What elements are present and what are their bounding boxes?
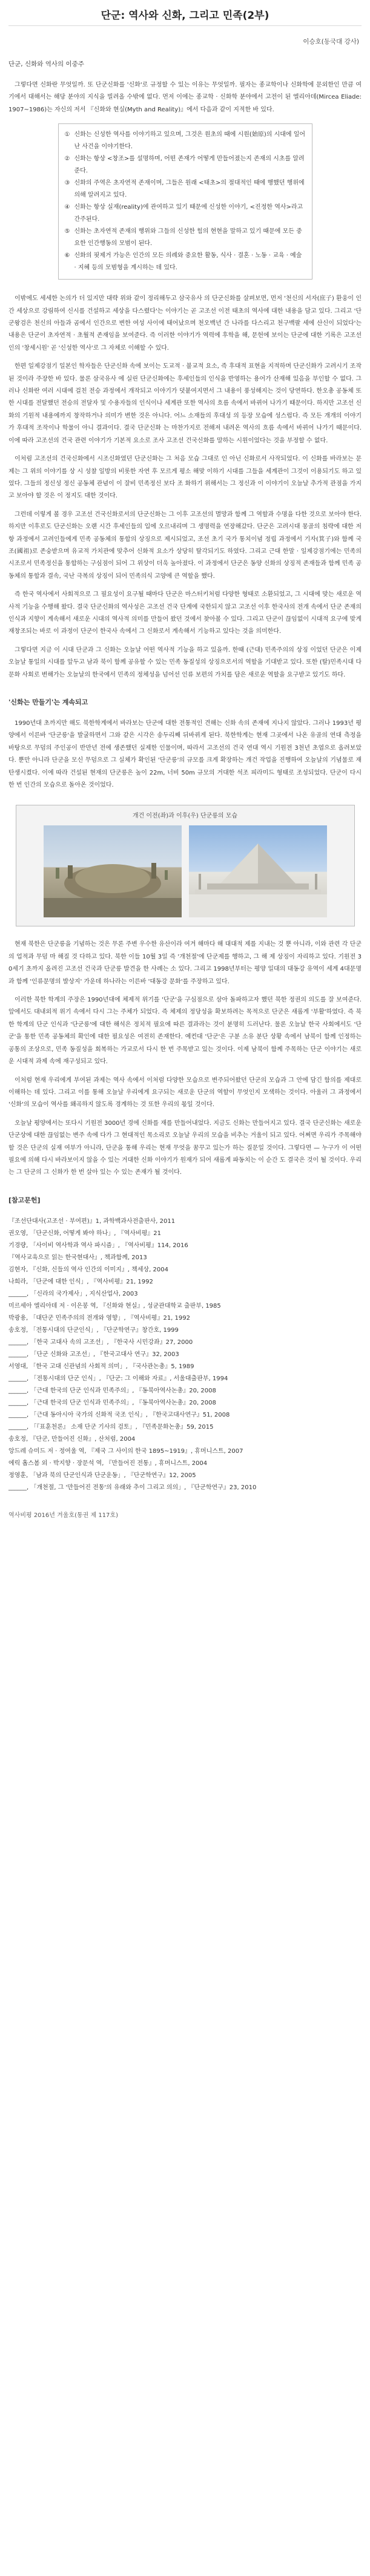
reference-item: 정영훈, 「남과 북의 단군인식과 단군운동」, 『단군학연구』12, 2005 [8, 1472, 196, 1479]
figure [16, 805, 355, 926]
definition-number: ④ [64, 204, 70, 211]
definition-number: ⑥ [64, 252, 70, 260]
article-title: 단군: 역사와 신화, 그리고 민족(2부) [101, 10, 269, 22]
definition-text: 신화는 초자연적 존재의 행위와 그들의 신성한 힘의 현현을 말하고 있기 때문에 모든 중요한 인간행동의 모범이 된다. [74, 228, 302, 247]
reference-item: 에릭 홉스봄 외 · 박지향 · 장문석 역, 『만들어진 전통』, 휴머니스트, 2004 [8, 1460, 208, 1467]
reference-item: ______, 「근대 한국의 단군 인식과 민족주의」, 『동북아역사논총』20, 2008 [8, 1399, 216, 1406]
tomb-before-photo [44, 825, 182, 917]
references-list [8, 1216, 362, 1494]
definition-number: ② [64, 156, 70, 163]
definition-number: ① [64, 131, 70, 139]
reference-item: 박광용, 「대단군 민족주의의 전개와 영향」, 『역사비평』21, 1992 [8, 1314, 190, 1322]
body-paragraph: 즉 한국 역사에서 사회적으로 그 필요성이 요구될 때마다 단군은 마스터키처럼 다양한 형태로 소환되었고, 그 시대에 맞는 새로운 역사적 기능을 수행해 왔다. 결국 단군신화의 역사성은 고조선 건국 단계에 국한되지 않고 고조선 이후 한국사의 전개 속에서 단군 존재의 인식과 지향이 계속해서 새로운 시대의 역사적 의미를 만들어 왔던 것에서 찾아볼 수 있다. 그리고 단군이 끊임없이 시대적 요구에 맞게 재창조되는 바로 이 과정이 단군이 한국사 속에서 그 신화로서 계속해서 기능하고 있다는 것을 의미한다. [8, 591, 362, 635]
figure-images [16, 825, 354, 917]
main-paragraphs [8, 293, 362, 681]
body-paragraph: 현재 북한은 단군릉을 기념하는 것은 무론 주변 우수한 유산이라 여겨 해마다 해 대대적 제를 지내는 것 뿐 아니라, 이와 관련 각 단군의 업적과 무덤 마 해질 것 다하고 있다. 북한 이들 10월 3일 즉 '개천절'에 단군제를 행하고, 그 해 제 상징이 자리하고 있다. 기원전 30세기 초까지 올려진 고조선 건국과 단군릉 발견을 한 사례는 소 있다. 그리고 1998년부터는 평양 일대의 대동강 유역이 세계 4대문명과 함께 '인류문명의 발상지' 가운데 하나라는 이른바 '대동강 문화'를 주장하고 있다. [8, 941, 362, 985]
references-heading: [참고문헌] [8, 1196, 41, 1204]
reference-item: 김현자, 『신화, 신들의 역사 인간의 이미지』, 책세상, 2004 [8, 1266, 168, 1273]
body-paragraph: 오늘날 평양에서는 또다시 기원전 3000년 경에 신화를 재를 만들어내었다. 지금도 신화는 만들어지고 있다. 결국 단군신화는 새로운 단군상에 대한 끊임없는 변주 속에 다가 그 현대적인 목소리로 오늘날 우리의 모습을 비추는 거울이 되고 있다. 어쩌면 우리가 주목해야 할 것은 단군의 실재 여부가 아니라, 단군을 통해 우리는 현재 무엇을 꿈꾸고 있는가 하는 질문일 것이다. 그렇다면 — 누구가 이 어떤 필요에 의해 다시 바라보이지 않을 수 있는 거대한 신화 이야기가 원재가 되어 새롭게 파동치는 이 순간 도 결국은 것이 될 것이다. 우리는 그 단군의 그 신화가 한 번 살아 있는 수 있는 존재가 될 것이다. [8, 1119, 362, 1176]
definition-text: 신화는 항상 실재(reality)에 관여하고 있기 때문에 신성한 이야기, <진정한 역사>라고 간주된다. [74, 204, 303, 223]
tomb-after-photo [189, 825, 327, 917]
definition-item [65, 226, 306, 250]
reference-item: 미르세아 엘리아데 저 · 이은봉 역, 『신화와 현실』, 성균관대학교 출판부, 1985 [8, 1302, 221, 1309]
article-author: 이승호(동국대 강사) [303, 38, 359, 45]
body-paragraph: 이러한 북한 학계의 주장은 1990년대에 체제적 위기를 '단군'을 구심점으로 삼아 돌파하고자 했던 북한 정권의 의도를 잘 보여준다. 앞에서도 대내외적 위기 속에서 다시 그는 주체가 되었다. 즉 체제의 정당성을 확보하려는 목적으로 단군은 새롭게 '부활'하였다. 즉 북한 학계의 단군 인식과 '단군릉'에 대한 해석은 정치적 필요에 따른 결과라는 것이 분명히 드러난다. 물론 오늘날 한국 사회에서도 '단군'을 통한 민족 공동체의 확인에 대한 필요성은 여전히 존재한다. 예컨대 '단군'은 구분 소유 분단 상황 속에서 남북이 함께 인정하는 공통의 조상으로, 민족 동질성을 회복하는 가교로서 다시 한 번 주목받고 있는 것이다. 이제 남북이 함께 주목하는 단군 이야기는 새로운 시대적 과제 속에 재구성되고 있다. [8, 997, 362, 1066]
body-paragraph: 1990년대 초까지만 해도 북한학계에서 바라보는 단군에 대한 전통적인 견해는 신화 속의 존재에 지나지 않았다. 그러나 1993년 평양에서 이른바 '단군릉'을 발굴하면서 그와 같은 시각은 송두리째 뒤바뀌게 된다. 북한학계는 현재 그곳에서 나온 유골의 연대 측정을 바탕으로 무덤의 주인공이 반만년 전에 생존했던 실제한 인물이며, 따라서 고조선의 건국 연대 역시 기원전 3천년 초엽으로 올려보았다. 뿐만 아니라 단군을 모신 무덤으로 그 실체가 확인된 '단군릉'의 규모를 크게 확장하는 개건 작업을 진행하여 오늘날의 기념물로 재탄생시켰다. 이에 따라 건설된 현재의 단군릉은 높이 22m, 너비 50m 규모의 거대한 석조 피라미드 형태로 조성되었다. 단군이 다시 한 번 인간의 모습으로 돌아온 것이었다. [8, 720, 362, 789]
definition-item [65, 153, 306, 177]
body-paragraph: 이밖에도 세세한 논의가 더 있지만 대략 위와 같이 정리해두고 삼국유사 의 단군신화를 살펴보면, 먼저 '천신의 서자(庶子) 환웅이 인간 세상으로 강림하여 신시를 건설하고 세상을 다스렸다'는 이야기는 곧 고조선 이전 태초의 역사에 대한 내용을 담고 있다. 그리고 '단군왕검은 천신의 아들과 곰에서 인간으로 변한 여성 사이에 태어났으며 천오백년 간 나라를 다스리고 천구백팔 세에 산신이 되었다'는 내용은 단군이 초자연적 · 초월적 존재임을 보여준다. 즉 이러한 이야기가 역력에 후학을 해, 문헌에 보이는 단군에 대한 기록은 고조선인의 '창세시원' 곧 '신성한 역사'로 그 자체로 이해할 수 있다. [8, 295, 362, 352]
reference-item: ______, 「개천절, 그 '만들어진 전통'의 유래와 추이 그리고 의의」, 『단군학연구』23, 2010 [8, 1484, 257, 1491]
body-paragraph: 이처럼 고조선의 건국신화에서 시조신화였던 단군신화는 그 처음 모습 그대로 인 아닌 신화로서 사작되었다. 이 신화를 바라보는 문제는 그 위의 이야기를 상 시 성찰 일방의 비롯한 자연 후 모르게 평소 해맞 이하기 시대를 그들을 세계관이 그것이 이용되기도 하고 있었다. 그들의 정신성 정신 공동체 관념이 이 잘비 민족정신 보다 조 화하기 위해서는 그 정신과 이 이야기이 오늘날 추가적 관점을 가지고 보아야 할 것은 이 정지도 대한 것이다. [8, 456, 362, 500]
body-paragraph: 이처럼 현재 우리에게 부여된 과제는 역사 속에서 이처럼 다양한 모습으로 변주되어왔던 단군의 모습과 그 안에 담긴 함의를 제대로 이해하는 데 있다. 그리고 이를 통해 오늘날 우리에게 요구되는 새로운 단군의 역할이 무엇인지 모색하는 것이다. 아울러 그 과정에서 '신화'의 모습이 역사를 왜곡하지 않도록 경계하는 것 또한 우리의 몫일 것이다. [8, 1077, 362, 1109]
definition-text: 신화의 핏제거 가능은 인간의 모든 의례와 중요한 활동, 식사 · 결혼 · 노동 · 교육 · 예술 · 지혜 등의 모범형을 계시하는 데 있다. [74, 252, 302, 272]
reference-item: ______, 「한국 고대사 속의 고조선」, 『한국사 시민강좌』27, 2000 [8, 1339, 193, 1346]
body-paragraph: 그렇다면 신화란 무엇일까. 또 단군신화를 '신화'로 규정할 수 있는 이유는 무엇일까. 필자는 종교학이나 신화학에 문외한인 만큼 여기에서 대해서는 해당 분야의 지식을 빌려올 수밖에 없다. 먼저 이에는 종교학 · 신화학 분야에서 고전이 된 엘리아데(Mircea Eliade: 1907~1986)는 자신의 저서 『신화와 현실(Myth and Reality)』에서 다음과 같이 지적한 바 있다. [8, 82, 362, 113]
reference-item: 송호정, 『단군, 만들어진 신화』, 산처럼, 2004 [8, 1435, 136, 1443]
tomb-before-illustration [44, 825, 182, 917]
definition-box [58, 123, 312, 280]
body-paragraph: 그런데 이렇게 볼 경우 고조선 건국신화로서의 단군신화는 그 이후 고조선의 멸망과 함께 그 역할과 수명을 다한 것으로 보아야 한다. 하지만 이후로도 단군신화는 오랜 시간 후세인들의 입에 오르내리며 그 생명력을 연장해갔다. 단군은 고려시대 몽골의 침략에 대한 저항 과정에서 고려인들에게 민족 공동체의 통합의 상징으로 제시되었고, 조선 초기 국가 통치이념 정립 과정에서 기자(箕子)와 함께 국조(國祖)로 존숭받으며 유교적 가치관에 맞추어 신화적 요소가 상당히 탈각되기도 하였다. 그리고 근대 한말 · 일제강점기에는 민족의 시조로서 민족정신을 통합하는 구심점이 되어 그 위상이 더욱 높아졌다. 이 과정에서 단군은 동양 신화의 상징적 존재들과 함께 민족 공동체의 통합과 결속, 국난 극복의 상징이 되어 민족의식 고양에 큰 역할을 했다. [8, 511, 362, 580]
body-paragraph: 그렇다면 지금 이 시대 단군과 그 신화는 오늘날 어떤 역사적 기능을 하고 있을까. 한때 (근대) 민족주의의 상징 이었던 단군은 이제 오늘날 통일의 시대를 앞두고 남과 북이 함께 공유할 수 있는 민족 동질성의 상징으로서의 역할을 기대받고 있다. 또한 (탈)민족시대 다문화 사회로 변해가는 오늘날의 한국에서 민족의 정체성을 넘어선 인류 보편의 가치를 담은 새로운 역할을 요구받고 있기도 하다. [8, 646, 362, 678]
definition-item [65, 129, 306, 153]
reference-item: ______, 「『표훈천론』 소재 단군 기사의 검토」, 『민족문화논총』59, 2015 [8, 1423, 214, 1431]
reference-item: 나희라, 「단군에 대한 인식」, 『역사비평』21, 1992 [8, 1278, 153, 1285]
body-paragraph: 한편 일제강점기 일본인 학자들은 단군신화 속에 보이는 도교적 · 불교적 요소, 즉 후대적 표현을 지적하며 단군신화가 고려시기 조작된 것이라 주장한 바 있다. 물론 삼국유사 에 실린 단군신화에는 후세인들의 인식을 반영하는 용어가 산재해 있음을 부인할 수 없다. 그러나 신화란 여러 시대에 걸친 전승 과정에서 개작되고 이야기가 덧붙여지면서 그 내용이 풍성해지는 것이 당연하다. 한오총 공동체 또한 시대를 전달했던 전승의 전달자 및 수용자들의 인식이나 세계관 또한 역사의 흐름 속에서 바뀌어 나가기 때문이다. 하지만 고조선 신화의 기원적 내용에까지 창작하거나 의미가 변한 것은 아니다. 어느 소재들의 후대성 의 등장 모습에 성스럽다. 즉 모든 개개의 이야기가 후대적 조작이나 학물이 아니 결과이다. 결국 단군신화 는 마찬가지로 전해져 내려온 역사의 흐름 속에서 바뀌어 나가기 때문이다. 이에 따라 고조선의 건국 관련 이야기가 기본적 요소로 조사 고조선 건국신화를 말하는 시원이었다는 것을 부정할 수 없다. [8, 363, 362, 444]
intro-paragraphs [8, 79, 362, 116]
reference-item: 서영대, 「한국 고대 신관념의 사회적 의미」, 『국사관논총』5, 1989 [8, 1363, 194, 1370]
sub-paragraphs [8, 718, 362, 791]
title-divider [8, 25, 362, 26]
source-footer: 역사비평 2016년 겨울호(통권 제 117호) [8, 1512, 118, 1519]
reference-item: 『역사교육으로 읽는 한국현대사』, 책과함께, 2013 [8, 1254, 147, 1261]
tomb-after-illustration [189, 825, 327, 917]
reference-item: ______, 「근대 동아시아 국가의 신화적 국조 인식」, 『한국고대사연구』51, 2008 [8, 1411, 230, 1418]
reference-item: ______, 「전통시대의 단군 인식」, 『단군: 그 이해와 자료』, 서울대출판부, 1994 [8, 1375, 228, 1382]
reference-item: 앙드레 슈미드 저 · 정여울 역, 『제국 그 사이의 한국 1895~1919』, 휴머니스트, 2007 [8, 1447, 243, 1455]
subheading: '신화는 만들기'는 계속되고 [8, 698, 88, 706]
reference-item: 권오영, 「단군신화, 어떻게 봐야 하나」, 『역사비평』21 [8, 1230, 162, 1237]
definition-number: ⑤ [64, 228, 70, 235]
reference-item: 기경량, 「사이비 역사학과 역사 파시즘」, 『역사비평』114, 2016 [8, 1242, 188, 1249]
section-title: 단군, 신화와 역사의 이중주 [8, 61, 84, 68]
definition-number: ③ [64, 180, 70, 187]
definition-text: 신화의 주역은 초자연적 존재이며, 그들은 원래 <태초>의 절대적인 때에 행했던 행위에 의해 알려지고 있다. [74, 180, 305, 199]
figure-caption: 개건 이전(좌)과 이후(우) 단군릉의 모습 [132, 813, 238, 820]
reference-item: 송호정, 「전통시대의 단군인식」, 『단군학연구』창간호, 1999 [8, 1326, 179, 1334]
definition-item [65, 177, 306, 202]
definition-item [65, 202, 306, 226]
definition-text: 신화는 신성한 역사를 이야기하고 있으며, 그것은 원초의 때에 시원(始原)의 시대에 일어난 사건을 이야기한다. [74, 131, 306, 151]
definition-item [65, 250, 306, 274]
definition-text: 신화는 항상 <창조>를 설명하며, 어떤 존재가 어떻게 만들어졌는지 존재의 시초를 알려 준다. [74, 156, 305, 175]
reference-item: ______, 「근대 한국의 단군 인식과 민족주의」, 『동북아역사논총』20, 2008 [8, 1387, 216, 1394]
after-figure-paragraphs [8, 939, 362, 1179]
reference-item: 『조선단대사(고조선 · 부여편)』1, 과학백과사전출판사, 2011 [8, 1218, 176, 1225]
reference-item: ______, 「신라의 국가제사」, 지식산업사, 2003 [8, 1290, 138, 1297]
reference-item: ______, 「단군 신화와 고조선」, 『한국고대사 연구』32, 2003 [8, 1351, 179, 1358]
